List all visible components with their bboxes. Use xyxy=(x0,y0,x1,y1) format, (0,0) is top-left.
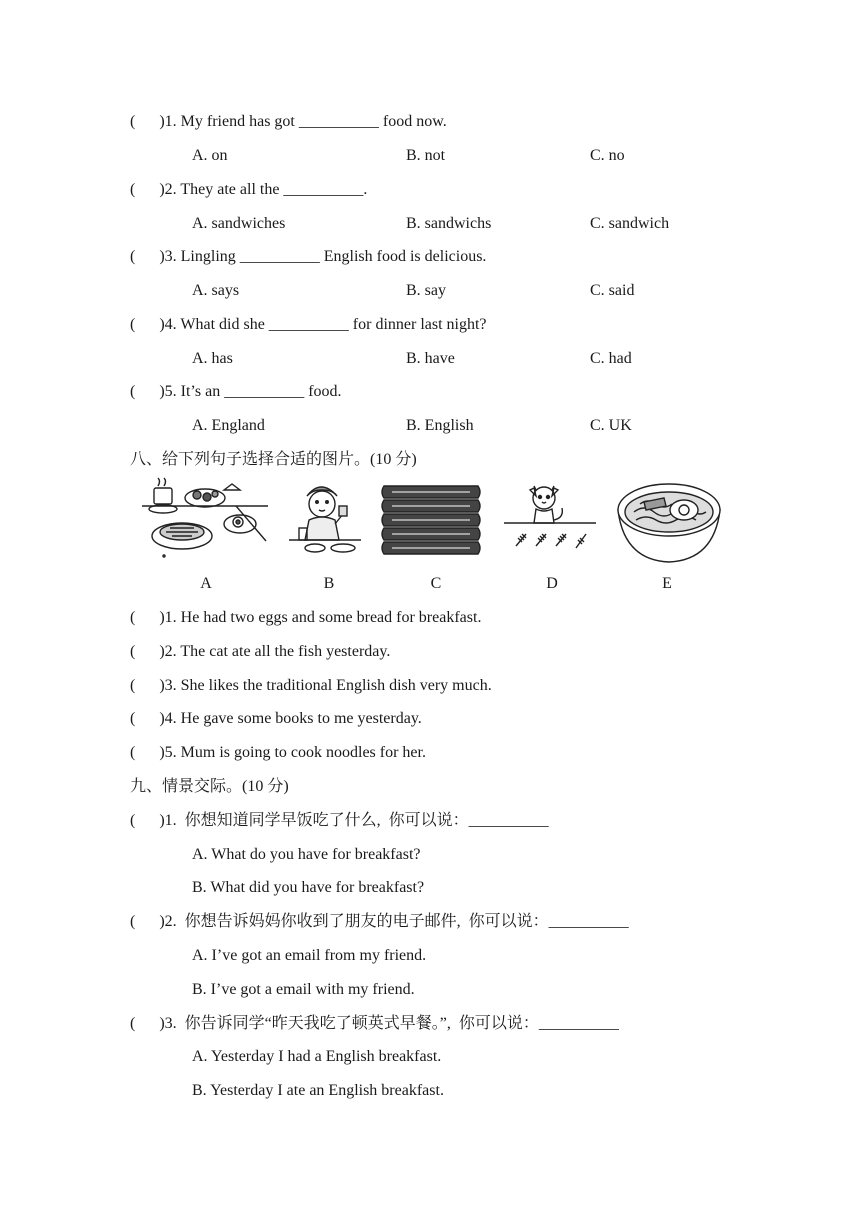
option-b: B. say xyxy=(406,282,446,299)
question-stem: ( )5. It’s an __________ food. xyxy=(130,383,342,400)
option-c: C. no xyxy=(590,147,625,164)
picture-label-c: C xyxy=(430,575,442,592)
stack-of-books-icon xyxy=(378,476,484,571)
question-stem: ( )3. Lingling __________ English food is delicious. xyxy=(130,248,487,265)
picture-row xyxy=(140,476,730,571)
option-b: B. not xyxy=(406,147,446,164)
option-c: C. sandwich xyxy=(590,215,670,232)
option-b: B. I’ve got a email with my friend. xyxy=(192,981,415,998)
picture-sentence: ( )5. Mum is going to cook noodles for her. xyxy=(130,744,426,761)
option-b: B. have xyxy=(406,350,455,367)
picture-sentence: ( )1. He had two eggs and some bread for breakfast. xyxy=(130,609,482,626)
picture-sentence: ( )3. She likes the traditional English dish very much. xyxy=(130,677,492,694)
picture-label-d: D xyxy=(546,575,558,592)
section-heading: 八、给下列句子选择合适的图片。(10 分) xyxy=(130,451,417,468)
picture-sentence: ( )2. The cat ate all the fish yesterday. xyxy=(130,643,391,660)
option-b: B. sandwichs xyxy=(406,215,492,232)
breakfast-table-icon xyxy=(140,476,270,571)
picture-label-b: B xyxy=(323,575,335,592)
option-a: A. says xyxy=(192,282,240,299)
option-a: A. I’ve got an email from my friend. xyxy=(192,947,427,964)
boy-eating-icon xyxy=(285,476,365,571)
section-heading: 九、情景交际。(10 分) xyxy=(130,778,289,795)
question-stem: ( )3. 你告诉同学“昨天我吃了顿英式早餐。”, 你可以说：__________ xyxy=(130,1015,619,1032)
option-a: A. on xyxy=(192,147,228,164)
question-stem: ( )1. 你想知道同学早饭吃了什么, 你可以说：__________ xyxy=(130,812,549,829)
option-b: B. English xyxy=(406,417,474,434)
option-a: A. What do you have for breakfast? xyxy=(192,846,421,863)
option-b: B. What did you have for breakfast? xyxy=(192,879,425,896)
picture-label-a: A xyxy=(200,575,212,592)
option-c: C. had xyxy=(590,350,632,367)
option-c: C. said xyxy=(590,282,635,299)
option-b: B. Yesterday I ate an English breakfast. xyxy=(192,1082,444,1099)
option-a: A. Yesterday I had a English breakfast. xyxy=(192,1048,442,1065)
option-a: A. sandwiches xyxy=(192,215,286,232)
question-stem: ( )2. They ate all the __________. xyxy=(130,181,368,198)
option-c: C. UK xyxy=(590,417,632,434)
cat-with-fish-bones-icon xyxy=(502,476,598,571)
question-stem: ( )1. My friend has got __________ food now. xyxy=(130,113,447,130)
noodle-bowl-icon xyxy=(614,476,724,571)
option-a: A. England xyxy=(192,417,265,434)
picture-sentence: ( )4. He gave some books to me yesterday. xyxy=(130,710,422,727)
option-a: A. has xyxy=(192,350,233,367)
picture-label-e: E xyxy=(662,575,672,592)
question-stem: ( )4. What did she __________ for dinner last night? xyxy=(130,316,487,333)
question-stem: ( )2. 你想告诉妈妈你收到了朋友的电子邮件, 你可以说：__________ xyxy=(130,913,629,930)
